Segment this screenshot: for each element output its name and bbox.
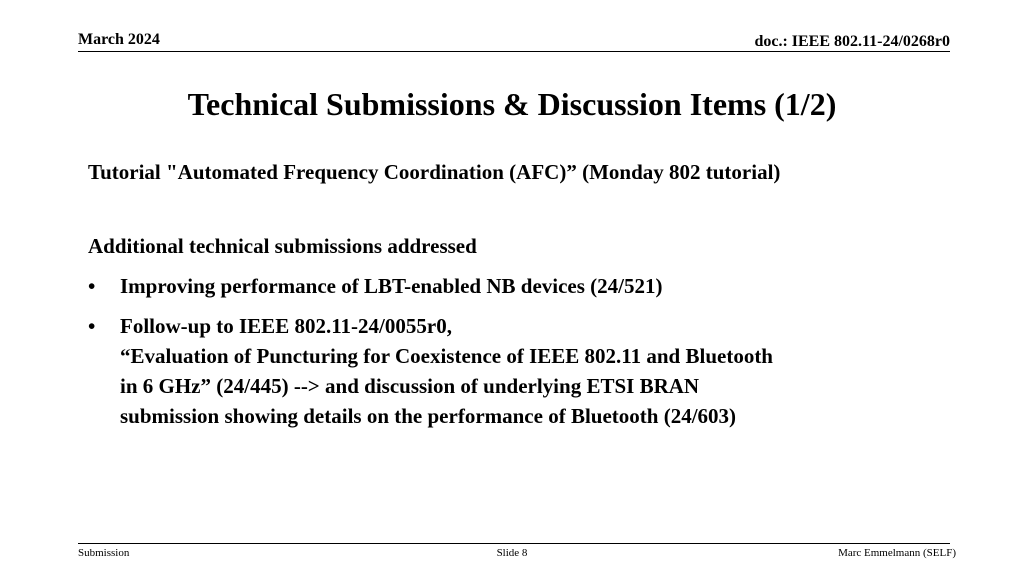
- footer-divider: [78, 543, 950, 544]
- bullet-line: in 6 GHz” (24/445) --> and discussion of underlying ETSI BRAN: [120, 374, 700, 398]
- footer-slide-number: Slide 8: [496, 547, 528, 559]
- footer-submission: Submission: [78, 547, 130, 559]
- additional-submissions-heading: Additional technical submissions addressed: [88, 234, 477, 258]
- bullet-line: Improving performance of LBT-enabled NB devices (24/521): [120, 274, 663, 298]
- footer-author: Marc Emmelmann (SELF): [838, 547, 956, 559]
- bullet-line: “Evaluation of Puncturing for Coexistence of IEEE 802.11 and Bluetooth: [120, 344, 773, 368]
- bullet-text: [120, 271, 958, 301]
- bullet-text: [120, 311, 958, 431]
- tutorial-line: Tutorial "Automated Frequency Coordination (AFC)” (Monday 802 tutorial): [88, 160, 781, 184]
- bullet-marker: •: [88, 314, 96, 338]
- bullet-item: [88, 311, 958, 431]
- header-divider: [78, 51, 950, 52]
- bullet-marker: •: [88, 274, 96, 298]
- slide-body: [88, 157, 958, 441]
- bullet-item: [88, 271, 958, 301]
- bullet-line: submission showing details on the performance of Bluetooth (24/603): [120, 404, 737, 428]
- header-doc-id: doc.: IEEE 802.11-24/0268r0: [754, 33, 950, 50]
- header-date: March 2024: [78, 31, 160, 48]
- bullet-line: Follow-up to IEEE 802.11-24/0055r0,: [120, 314, 452, 338]
- slide-title: Technical Submissions & Discussion Items (1/2): [187, 86, 837, 122]
